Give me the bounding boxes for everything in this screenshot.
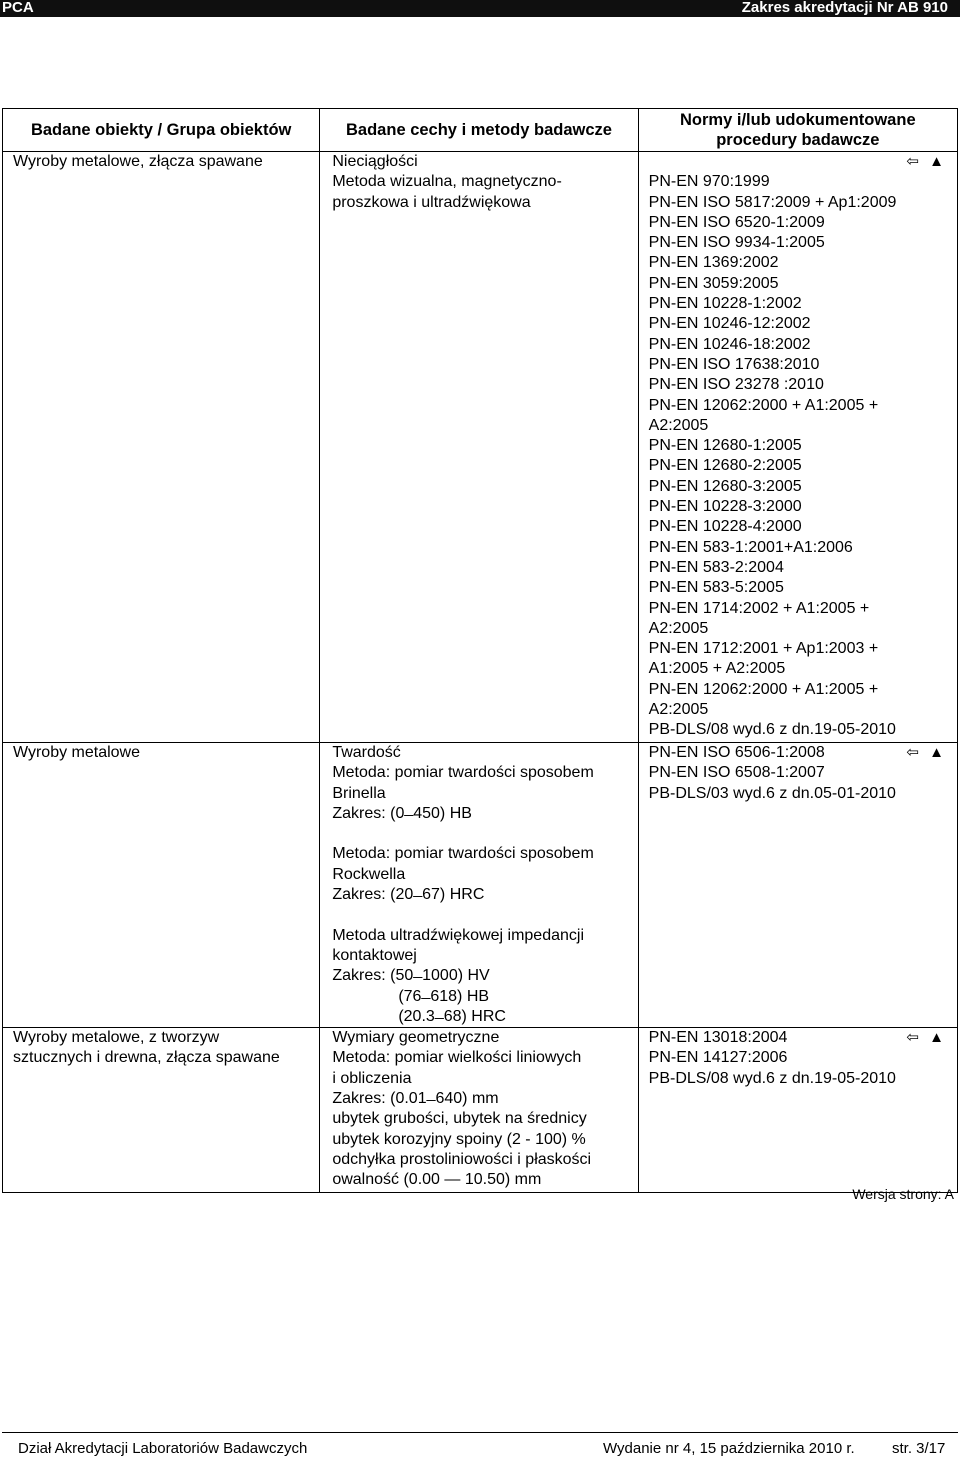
table-header-row — [3, 109, 958, 152]
norm-line: PB-DLS/08 wyd.6 z dn.19-05-2010 — [648, 1069, 896, 1087]
column-header-methods: Badane cechy i metody badawcze — [320, 109, 638, 152]
norms-cell — [638, 743, 957, 1028]
norm-line: A2:2005 — [648, 619, 709, 637]
footer-page-number: str. 3/17 — [892, 1440, 946, 1457]
method-line: Metoda ultradźwiękowej impedancji — [332, 926, 585, 944]
method-line: (76 ̶ 618) HB — [398, 987, 490, 1005]
header-left-label: PCA — [2, 0, 34, 16]
object-cell — [3, 743, 320, 1028]
object-cell — [3, 1028, 320, 1193]
norm-line: PN-EN ISO 5817:2009 + Ap1:2009 — [648, 193, 897, 211]
norm-line: PN-EN ISO 6508-1:2007 — [648, 764, 825, 782]
norm-line: PN-EN 583-2:2004 — [648, 558, 784, 576]
norms-cell — [638, 152, 957, 743]
method-line: Nieciągłości — [332, 153, 418, 170]
footer-department: Dział Akredytacji Laboratoriów Badawczych — [18, 1440, 308, 1457]
norm-line: PB-DLS/03 wyd.6 z dn.05-01-2010 — [648, 784, 896, 802]
method-line: Zakres: (0.01 ̶ 640) mm — [332, 1090, 499, 1108]
norm-line: PN-EN 12680-2:2005 — [648, 457, 802, 475]
object-text: Wyroby metalowe, z tworzyw — [13, 1029, 220, 1047]
method-cell — [320, 152, 638, 743]
footer-divider — [2, 1432, 958, 1433]
method-line: Zakres: (0 ̶ 450) HB — [332, 804, 472, 822]
method-line: Metoda: pomiar wielkości liniowych — [332, 1049, 582, 1067]
norm-line: PN-EN 12062:2000 + A1:2005 + — [648, 396, 879, 414]
method-line: Zakres: (50 ̶ 1000) HV — [332, 967, 490, 985]
norm-line: A2:2005 — [648, 416, 709, 434]
arrow-triangle-icon: ⇦ ▲ — [906, 1029, 947, 1047]
norm-line: PN-EN ISO 17638:2010 — [648, 355, 820, 373]
table-row — [3, 743, 958, 1028]
column-header-objects: Badane obiekty / Grupa obiektów — [3, 109, 320, 152]
method-line: Metoda wizualna, magnetyczno- — [332, 173, 562, 191]
norm-line: PN-EN 13018:2004 ⇦ ▲ — [649, 1028, 951, 1048]
norm-line: PN-EN 583-5:2005 — [648, 579, 784, 597]
header-right-title: Zakres akredytacji Nr AB 910 — [741, 0, 948, 16]
page-header-bar — [0, 0, 960, 17]
column-header-norms: Normy i/lub udokumentowane procedury badawcze — [638, 109, 957, 152]
norm-line: PN-EN ISO 6520-1:2009 — [648, 213, 825, 231]
method-line: (20.3 ̶ 68) HRC — [398, 1007, 506, 1025]
method-cell — [320, 1028, 638, 1193]
method-line: owalność (0.00 — 10.50) mm — [332, 1171, 542, 1189]
method-line: ubytek grubości, ubytek na średnicy — [332, 1110, 587, 1128]
method-line: odchyłka prostoliniowości i płaskości — [332, 1150, 592, 1168]
method-cell — [320, 743, 638, 1028]
norm-marker-line — [649, 152, 951, 172]
arrow-triangle-icon: ⇦ ▲ — [906, 153, 947, 170]
method-line: Brinella — [332, 784, 386, 802]
method-line: Rockwella — [332, 865, 406, 883]
norm-line: PN-EN 10246-18:2002 — [648, 335, 811, 353]
method-line: Twardość — [332, 744, 401, 761]
norm-line: A2:2005 — [648, 701, 709, 719]
method-line: kontaktowej — [332, 946, 417, 964]
norm-line: PN-EN 1369:2002 — [648, 254, 779, 272]
method-line: Metoda: pomiar twardości sposobem — [332, 764, 594, 782]
norm-line: PB-DLS/08 wyd.6 z dn.19-05-2010 — [648, 721, 896, 739]
method-line: proszkowa i ultradźwiękowa — [332, 193, 531, 211]
method-line: ubytek korozyjny spoiny (2 - 100) % — [332, 1130, 586, 1148]
footer-edition: Wydanie nr 4, 15 października 2010 r. — [603, 1440, 855, 1457]
norm-line: A1:2005 + A2:2005 — [648, 660, 786, 678]
method-line: i obliczenia — [332, 1069, 412, 1087]
norm-line: PN-EN 14127:2006 — [648, 1049, 788, 1067]
norm-line: PN-EN 970:1999 — [648, 173, 770, 191]
norm-line: PN-EN 10246-12:2002 — [648, 315, 811, 333]
norm-line: PN-EN ISO 6506-1:2008 ⇦ ▲ — [649, 743, 951, 763]
norm-line: PN-EN ISO 9934-1:2005 — [648, 234, 825, 252]
object-text: sztucznych i drewna, złącza spawane — [13, 1049, 280, 1067]
table-row — [3, 1028, 958, 1193]
norm-line: PN-EN 12062:2000 + A1:2005 + — [648, 680, 879, 698]
norms-cell — [638, 1028, 957, 1193]
norm-line: PN-EN 10228-3:2000 — [648, 498, 802, 516]
method-line: Zakres: (20 ̶ 67) HRC — [332, 886, 485, 904]
method-line: Metoda: pomiar twardości sposobem — [332, 845, 594, 863]
table-row — [3, 152, 958, 743]
method-line: Wymiary geometryczne — [332, 1029, 500, 1047]
object-text: Wyroby metalowe — [13, 744, 141, 761]
arrow-triangle-icon: ⇦ ▲ — [906, 744, 947, 761]
object-cell — [3, 152, 320, 743]
norm-line: PN-EN 1712:2001 + Ap1:2003 + — [648, 640, 879, 658]
norm-line: PN-EN 3059:2005 — [648, 274, 779, 292]
norm-line: PN-EN 12680-1:2005 — [648, 437, 802, 455]
norm-line: PN-EN ISO 23278 :2010 — [648, 376, 824, 394]
norm-line: PN-EN 1714:2002 + A1:2005 + — [648, 599, 870, 617]
accreditation-table — [2, 108, 958, 1193]
norm-line: PN-EN 10228-4:2000 — [648, 518, 802, 536]
object-text: Wyroby metalowe, złącza spawane — [13, 153, 263, 170]
norm-line: PN-EN 583-1:2001+A1:2006 — [648, 538, 853, 556]
norm-line: PN-EN 10228-1:2002 — [648, 295, 802, 313]
norm-line: PN-EN 12680-3:2005 — [648, 477, 802, 495]
page-version-label: Wersja strony: A — [852, 1186, 954, 1202]
